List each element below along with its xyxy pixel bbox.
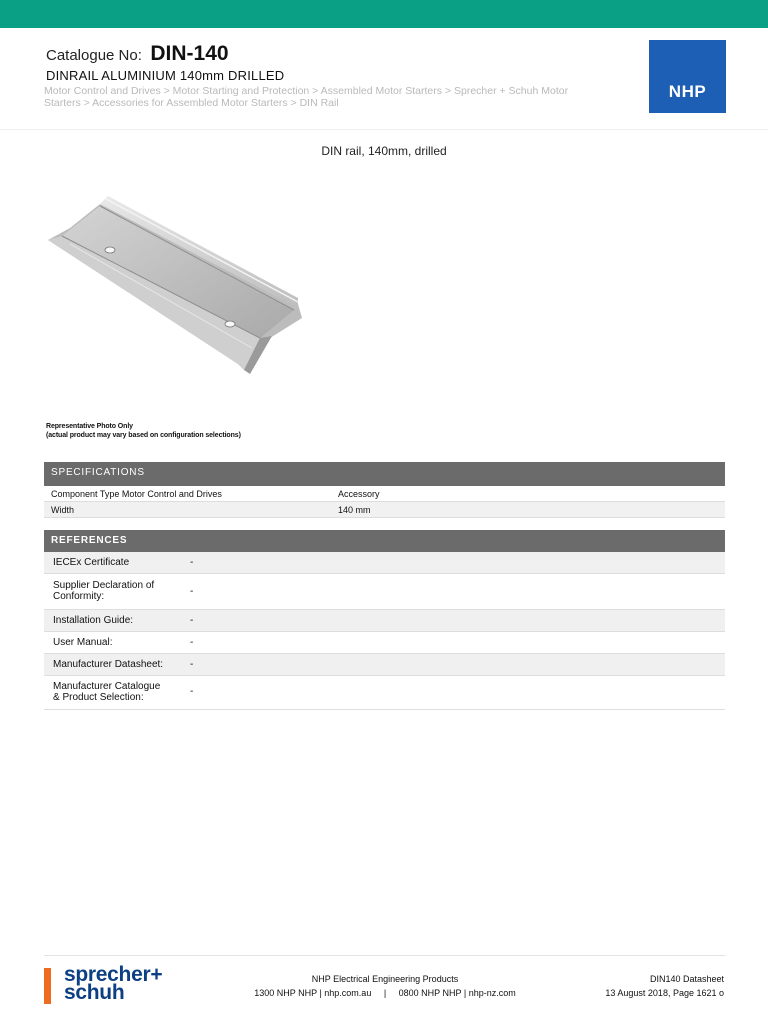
footer-datasheet: DIN140 Datasheet: [649, 974, 724, 984]
ref-value[interactable]: -: [190, 557, 194, 568]
breadcrumb: [44, 85, 604, 109]
ref-key: [53, 557, 129, 568]
ref-key-line-1: User Manual:: [53, 637, 113, 648]
catalogue-line: [46, 42, 229, 66]
spec-value: 140 mm: [338, 505, 371, 515]
ref-key: [53, 580, 154, 602]
spec-value: Accessory: [338, 489, 380, 499]
logo-accent-bar: [44, 968, 51, 1004]
footer-contact: [220, 972, 550, 1000]
ref-key: [53, 681, 160, 703]
logo-wordmark: [64, 963, 163, 1004]
spec-row-width: [44, 502, 725, 518]
logo-line-1: sprecher+: [64, 963, 163, 986]
ref-key-line-1: Manufacturer Catalogue: [53, 681, 161, 692]
ref-row-installation-guide: [44, 610, 725, 632]
ref-value[interactable]: -: [190, 686, 194, 697]
nhp-logo-text: NHP: [668, 82, 707, 101]
ref-value[interactable]: -: [190, 615, 194, 626]
ref-value[interactable]: -: [190, 586, 194, 597]
ref-row-iecex-certificate: [44, 552, 725, 574]
photo-disclaimer: [46, 422, 241, 440]
sprecher-schuh-logo: [44, 963, 204, 1008]
ref-row-manufacturer-datasheet: [44, 654, 725, 676]
nhp-logo: [649, 40, 726, 113]
photo-note-line-2: (actual product may vary based on configuration selections): [46, 432, 241, 439]
header-divider: [0, 129, 768, 130]
ref-key-line-1: Installation Guide:: [53, 615, 134, 626]
ref-key-line-1: IECEx Certificate: [53, 557, 130, 568]
ref-key: [53, 615, 133, 626]
footer-contacts[interactable]: 1300 NHP NHP | nhp.com.au | 0800 NHP NHP | nhp-nz.com: [254, 988, 516, 998]
ref-key-line-1: Manufacturer Datasheet:: [53, 659, 164, 670]
footer-page-info: [605, 972, 724, 1000]
ref-key: [53, 637, 112, 648]
references-heading: REFERENCES: [44, 530, 725, 552]
logo-line-2: schuh: [64, 981, 125, 1004]
product-description: DIN rail, 140mm, drilled: [321, 144, 447, 158]
ref-row-user-manual: [44, 632, 725, 654]
footer-company: NHP Electrical Engineering Products: [311, 974, 459, 984]
din-rail-photo: [40, 188, 310, 378]
breadcrumb-line-2[interactable]: Starters > Accessories for Assembled Motor Starters > DIN Rail: [44, 97, 339, 109]
specifications-heading: SPECIFICATIONS: [44, 462, 725, 486]
ref-key-line-2: & Product Selection:: [53, 692, 144, 703]
page-header: [0, 28, 768, 129]
ref-key-line-2: Conformity:: [53, 591, 105, 602]
spec-row-component-type: [44, 486, 725, 502]
top-accent-bar: [0, 0, 768, 28]
footer-divider: [44, 955, 725, 956]
catalogue-label: Catalogue No:: [46, 47, 142, 64]
spec-key: Width: [51, 505, 75, 515]
ref-value[interactable]: -: [190, 659, 194, 670]
ref-row-supplier-declaration: [44, 574, 725, 610]
breadcrumb-line-1[interactable]: Motor Control and Drives > Motor Starting and Protection > Assembled Motor Starters > Sprecher + Schuh Motor: [44, 85, 569, 97]
footer-date-page: 13 August 2018, Page 1621 o: [605, 988, 724, 998]
catalogue-number: DIN-140: [150, 42, 229, 65]
ref-key-line-1: Supplier Declaration of: [53, 580, 155, 591]
ref-row-manufacturer-catalogue: [44, 676, 725, 710]
spec-key: Component Type Motor Control and Drives: [51, 489, 222, 499]
ref-key: [53, 659, 163, 670]
photo-note-line-1: Representative Photo Only: [46, 423, 133, 430]
ref-value[interactable]: -: [190, 637, 194, 648]
product-title: DINRAIL ALUMINIUM 140mm DRILLED: [46, 68, 285, 83]
